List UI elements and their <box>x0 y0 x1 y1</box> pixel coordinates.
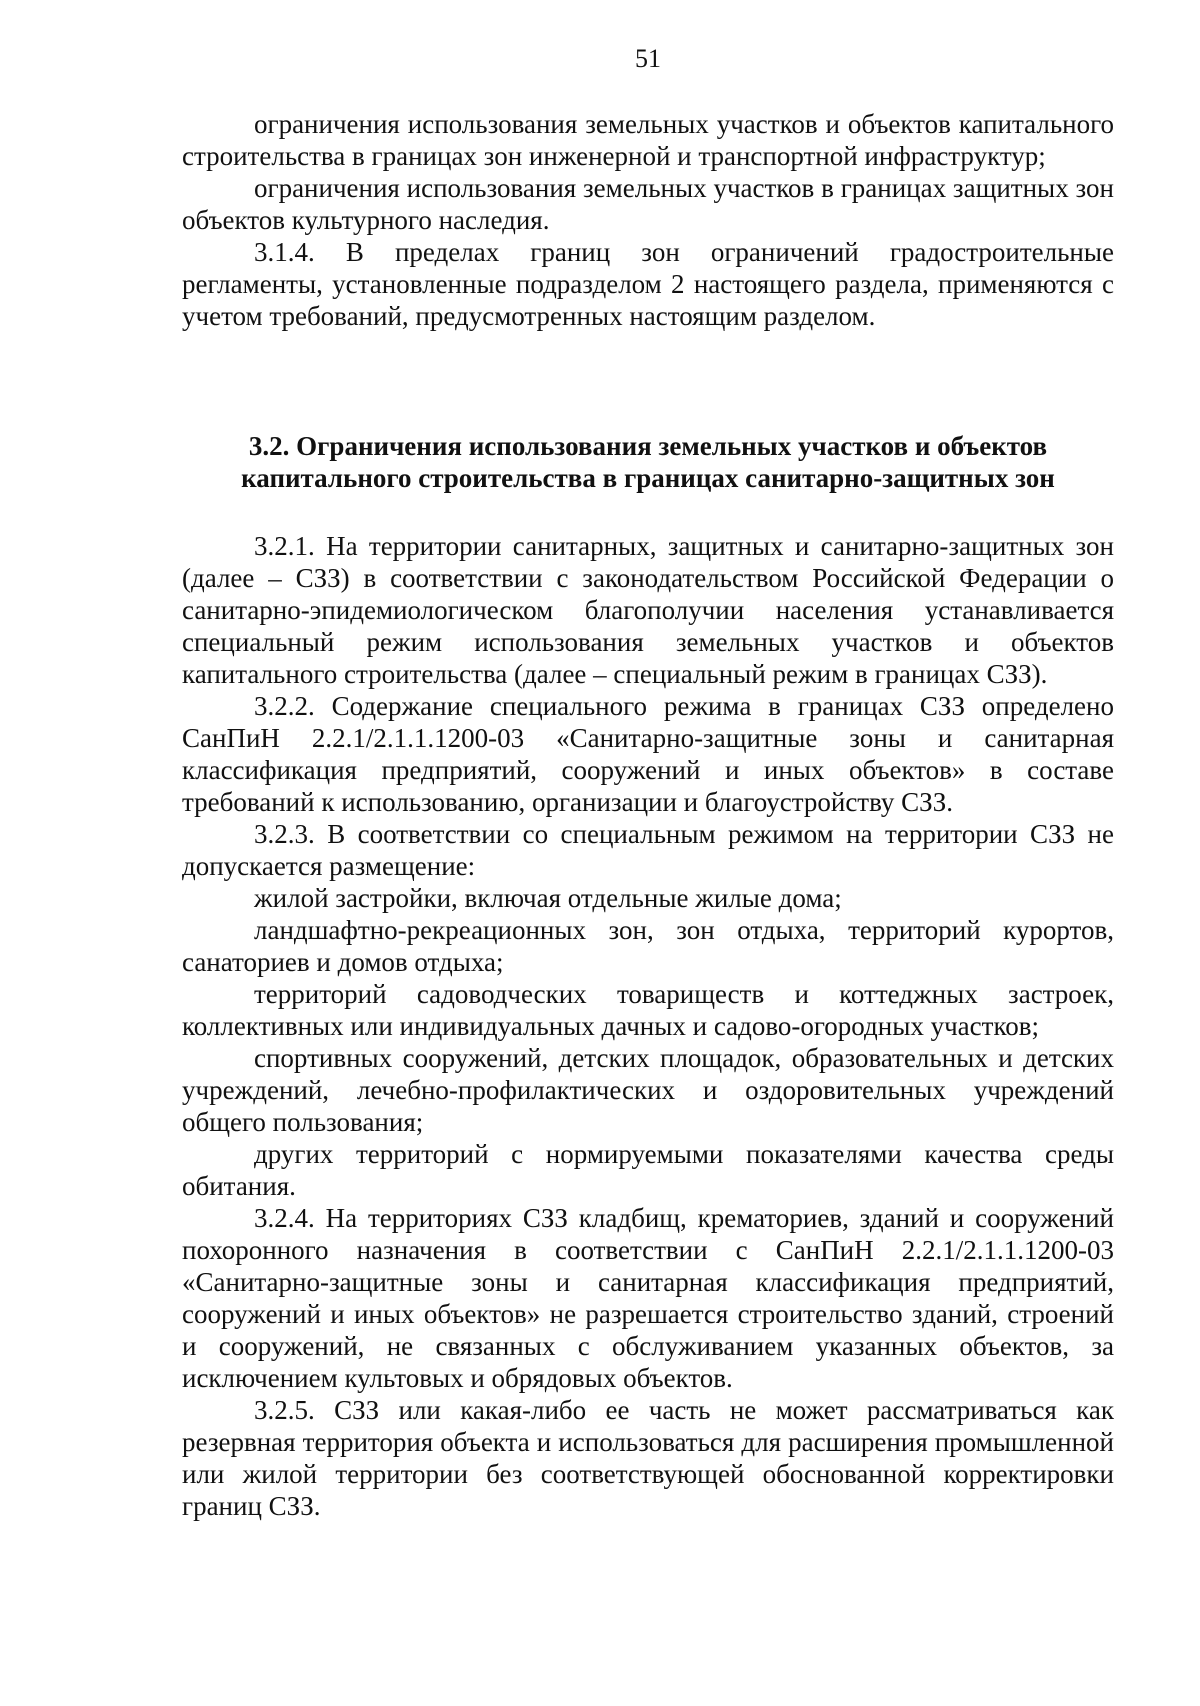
paragraph: 3.2.3. В соответствии со специальным режимом на территории СЗЗ не допускается размещение: <box>182 819 1114 881</box>
section-heading: 3.2. Ограничения использования земельных участков и объектов капитального строительства в границах санитарно-защитных зон <box>241 431 1055 493</box>
paragraph: 3.1.4. В пределах границ зон ограничений градостроительные регламенты, установленные подразделом 2 настоящего раздела, применяются с учетом требований, предусмотренных настоящим разделом. <box>182 237 1114 331</box>
page-number: 51 <box>635 44 661 73</box>
paragraph: ограничения использования земельных участков и объектов капитального строительства в границах зон инженерной и транспортной инфраструктур; <box>182 109 1114 171</box>
list-item: других территорий с нормируемыми показателями качества среды обитания. <box>182 1139 1114 1201</box>
paragraph: 3.2.1. На территории санитарных, защитных и санитарно-защитных зон (далее – СЗЗ) в соответствии с законодательством Российской Федерации о санитарно-эпидемиологическом благополучии населения устанавливается специальный режим использования земельных участков и объектов капитального строительства (далее – специальный режим в границах СЗЗ). <box>182 531 1114 689</box>
paragraph: 3.2.4. На территориях СЗЗ кладбищ, крематориев, зданий и сооружений похоронного назначения в соответствии с СанПиН 2.2.1/2.1.1.1200-03 «Санитарно-защитные зоны и санитарная классификация предприятий, сооружений и иных объектов» не разрешается строительство зданий, строений и сооружений, не связанных с обслуживанием указанных объектов, за исключением культовых и обрядовых объектов. <box>182 1203 1114 1393</box>
paragraph: ограничения использования земельных участков в границах защитных зон объектов культурного наследия. <box>182 173 1114 235</box>
list-item: территорий садоводческих товариществ и коттеджных застроек, коллективных или индивидуальных дачных и садово-огородных участков; <box>182 979 1114 1041</box>
section-3-1-continuation <box>182 108 1114 332</box>
list-item: ландшафтно-рекреационных зон, зон отдыха, территорий курортов, санаториев и домов отдыха; <box>182 915 1114 977</box>
paragraph: 3.2.5. СЗЗ или какая-либо ее часть не может рассматриваться как резервная территория объекта и использоваться для расширения промышленной или жилой территории без соответствующей обоснованной корректировки границ СЗЗ. <box>182 1395 1114 1521</box>
section-3-2-body <box>182 530 1114 1522</box>
list-item: жилой застройки, включая отдельные жилые дома; <box>254 883 842 913</box>
list-item: спортивных сооружений, детских площадок, образовательных и детских учреждений, лечебно-профилактических и оздоровительных учреждений общего пользования; <box>182 1043 1114 1137</box>
paragraph: 3.2.2. Содержание специального режима в границах СЗЗ определено СанПиН 2.2.1/2.1.1.1200-03 «Санитарно-защитные зоны и санитарная классификация предприятий, сооружений и иных объектов» в составе требований к использованию, организации и благоустройству СЗЗ. <box>182 691 1114 817</box>
